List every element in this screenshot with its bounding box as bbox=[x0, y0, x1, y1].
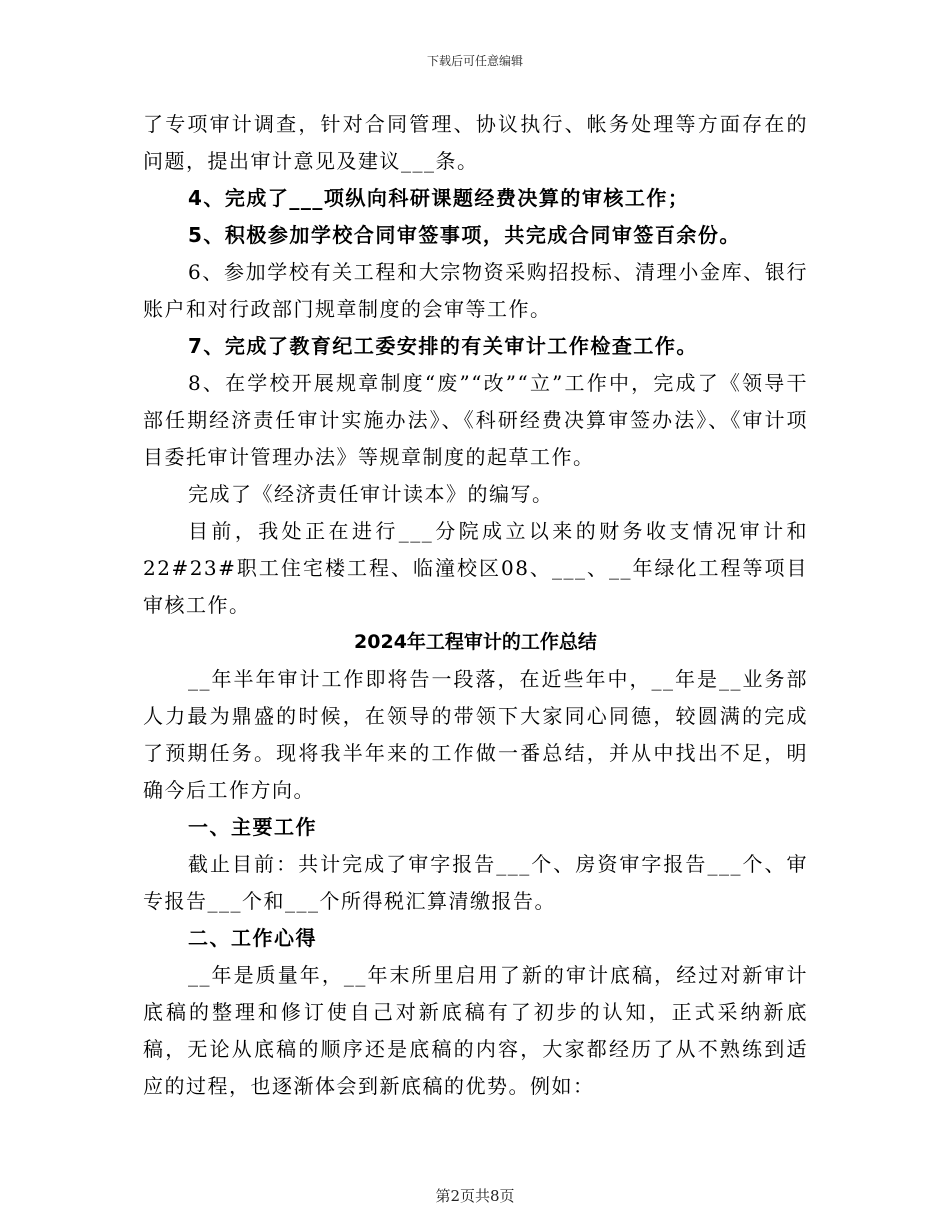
paragraph-audit-investigation: 了专项审计调查，针对合同管理、协议执行、帐务处理等方面存在的问题，提出审计意见及建议___条。 bbox=[143, 112, 808, 173]
heading-work-experience: 二、工作心得 bbox=[188, 926, 317, 950]
page-footer: 第2页共8页 bbox=[435, 1187, 515, 1205]
paragraph-quality-year: __年是质量年，__年末所里启用了新的审计底稿，经过对新审计底稿的整理和修订使自己对新底稿有了初步的认知，正式采纳新底稿，无论从底稿的顺序还是底稿的内容，大家都经历了从不熟练到适应的过程，也逐渐体会到新底稿的优势。例如： bbox=[143, 963, 808, 1098]
item-7: 7、完成了教育纪工委安排的有关审计工作检查工作。 bbox=[188, 334, 698, 358]
item-6: 6、参加学校有关工程和大宗物资采购招投标、清理小金库、银行账户和对行政部门规章制度的会审等工作。 bbox=[143, 260, 808, 321]
paragraph-reader-compiled: 完成了《经济责任审计读本》的编写。 bbox=[188, 482, 554, 506]
document-body bbox=[143, 106, 808, 1105]
section-title: 2024年工程审计的工作总结 bbox=[354, 631, 597, 653]
item-8: 8、在学校开展规章制度“废”“改”“立”工作中，完成了《领导干部任期经济责任审计实施办法》、《科研经费决算审签办法》、《审计项目委托审计管理办法》等规章制度的起草工作。 bbox=[143, 371, 808, 469]
paragraph-intro: __年半年审计工作即将告一段落，在近些年中，__年是__业务部人力最为鼎盛的时候，在领导的带领下大家同心同德，较圆满的完成了预期任务。现将我半年来的工作做一番总结，并从中找出不足，明确今后工作方向。 bbox=[143, 667, 808, 802]
heading-main-work: 一、主要工作 bbox=[188, 815, 317, 839]
item-4: 4、完成了___项纵向科研课题经费决算的审核工作； bbox=[188, 186, 690, 210]
paragraph-reports: 截止目前：共计完成了审字报告___个、房资审字报告___个、审专报告___个和___个所得税汇算清缴报告。 bbox=[143, 852, 808, 913]
item-5: 5、积极参加学校合同审签事项，共完成合同审签百余份。 bbox=[188, 223, 741, 247]
paragraph-current-work: 目前，我处正在进行___分院成立以来的财务收支情况审计和22#23#职工住宅楼工程、临潼校区08、___、__年绿化工程等项目审核工作。 bbox=[143, 519, 808, 617]
page-header: 下载后可任意编辑 bbox=[426, 54, 523, 68]
